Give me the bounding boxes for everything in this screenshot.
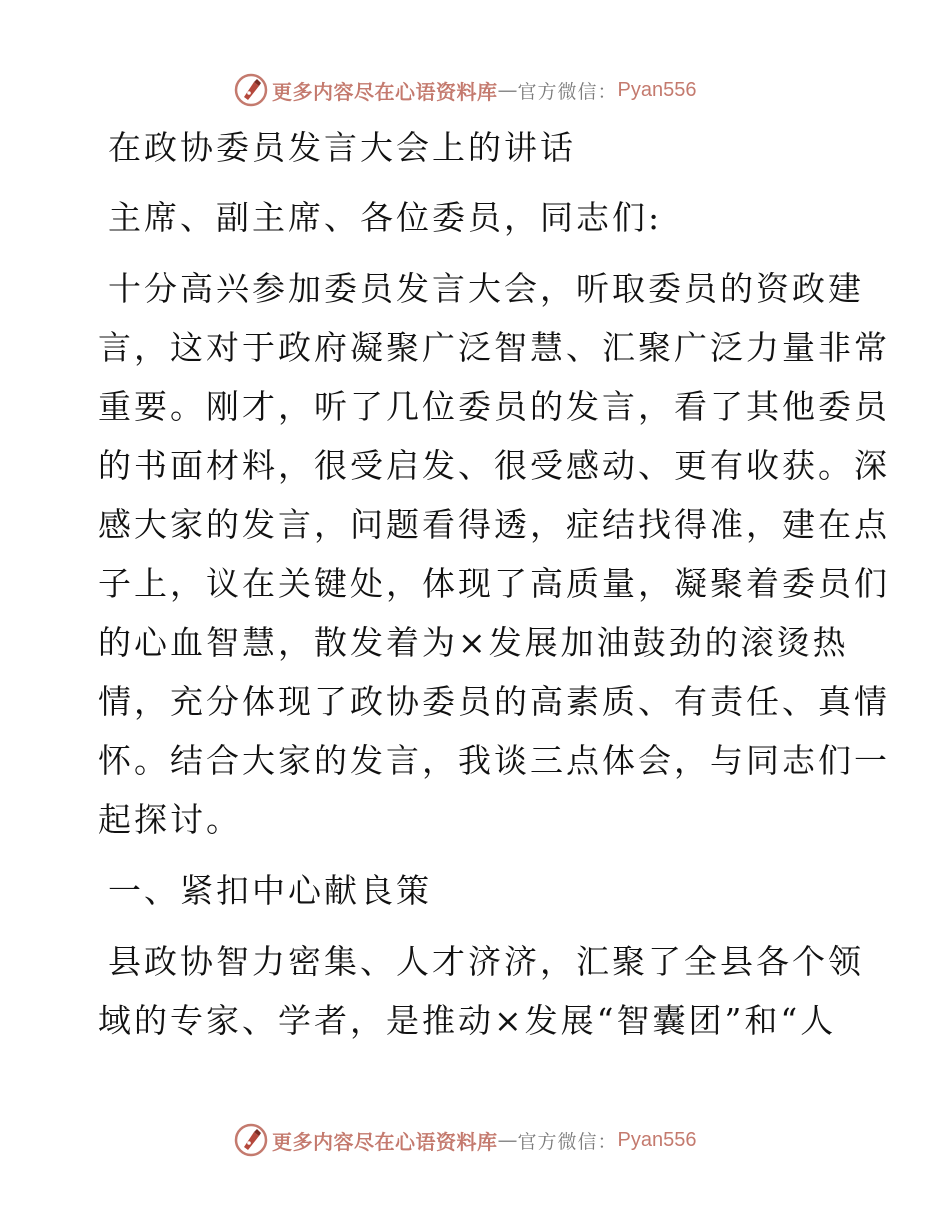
section-heading: 一、紧扣中心献良策 (108, 871, 432, 910)
pen-nib-logo-icon (234, 1123, 268, 1157)
paragraph-line: 的书面材料，很受启发、很受感动、更有收获。深 (98, 446, 890, 485)
paragraph-section-one (98, 932, 864, 1050)
paragraph-line: 子上，议在关键处，体现了高质量，凝聚着委员们 (98, 564, 890, 603)
document-title: 在政协委员发言大会上的讲话 (108, 128, 576, 167)
wechat-label: 官方微信： (517, 80, 618, 103)
paragraph-intro (98, 259, 890, 849)
site-name: 更多内容尽在心语资料库 (272, 79, 498, 104)
paragraph-line: 重要。刚才，听了几位委员的发言，看了其他委员 (98, 387, 890, 426)
header-watermark (234, 72, 714, 108)
paragraph-line: 怀。结合大家的发言，我谈三点体会，与同志们一 (98, 741, 890, 780)
paragraph-line: 十分高兴参加委员发言大会，听取委员的资政建 (108, 269, 864, 308)
dash-separator: — (497, 78, 518, 102)
dash-separator: — (497, 1128, 518, 1152)
salutation: 主席、副主席、各位委员，同志们: (108, 198, 663, 237)
paragraph-line: 言，这对于政府凝聚广泛智慧、汇聚广泛力量非常 (98, 328, 890, 367)
footer-watermark (234, 1122, 714, 1158)
wechat-account: Pyan556 (617, 1128, 697, 1151)
site-name: 更多内容尽在心语资料库 (272, 1129, 498, 1154)
pen-nib-logo-icon (234, 73, 268, 107)
wechat-account: Pyan556 (617, 78, 697, 101)
wechat-label: 官方微信： (517, 1130, 618, 1153)
paragraph-line: 情，充分体现了政协委员的高素质、有责任、真情 (98, 682, 890, 721)
paragraph-line: 感大家的发言，问题看得透，症结找得准，建在点 (98, 505, 890, 544)
paragraph-line: 的心血智慧，散发着为×发展加油鼓劲的滚烫热 (98, 623, 849, 662)
paragraph-line: 起探讨。 (98, 800, 242, 839)
paragraph-line: 域的专家、学者，是推动×发展“智囊团”和“人 (98, 1001, 837, 1040)
document-body (98, 118, 890, 1050)
paragraph-line: 县政协智力密集、人才济济，汇聚了全县各个领 (108, 942, 864, 981)
